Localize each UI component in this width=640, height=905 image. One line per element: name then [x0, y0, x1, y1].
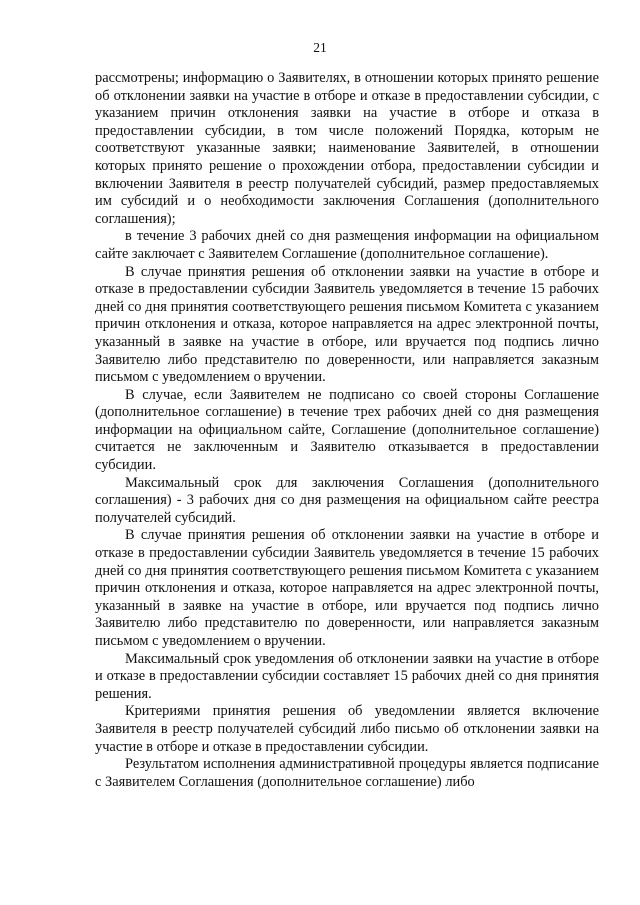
page-number: 21 [313, 40, 327, 55]
paragraph: в течение 3 рабочих дней со дня размещения информации на официальном сайте заключает с Заявителем Соглашение (дополнительное соглашение). [95, 228, 599, 262]
paragraph: Критериями принятия решения об уведомлении является включение Заявителя в реестр получателей субсидий либо письмо об отклонении заявки на участие в отборе и отказе в предоставлении субсидии. [95, 703, 599, 755]
paragraph: Результатом исполнения административной процедуры является подписание с Заявителем Соглашения (дополнительное соглашение) либо [95, 756, 599, 790]
paragraph: Максимальный срок уведомления об отклонении заявки на участие в отборе и отказе в предоставлении субсидии составляет 15 рабочих дней со дня принятия решения. [95, 650, 599, 702]
paragraph: Максимальный срок для заключения Соглашения (дополнительного соглашения) - 3 рабочих дня со дня размещения на официальном сайте реестра получателей субсидий. [95, 474, 599, 526]
paragraph: рассмотрены; информацию о Заявителях, в отношении которых принято решение об отклонении заявки на участие в отборе и отказе в предоставлении субсидии, с указанием причин отклонения заявки на участие в отборе и отказа в предоставлении субсидии, в том числе положений Порядка, которым не соответствуют указанные заявки; наименование Заявителей, в отношении которых принято решение о прохождении отбора, предоставлении субсидии и включении Заявителя в реестр получателей субсидий, размер предоставляемых им субсидий и о необходимости заключения Соглашения (дополнительного соглашения); [95, 70, 599, 227]
paragraph: В случае принятия решения об отклонении заявки на участие в отборе и отказе в предоставлении субсидии Заявитель уведомляется в течение 15 рабочих дней со дня принятия соответствующего решения письмом Комитета с указанием причин отклонения и отказа, которое направляется на адрес электронной почты, указанный в заявке на участие в отборе, или вручается под подпись лично Заявителю либо представителю по доверенности, или направляется заказным письмом с уведомлением о вручении. [95, 527, 599, 649]
document-body [95, 70, 599, 791]
paragraph: В случае принятия решения об отклонении заявки на участие в отборе и отказе в предоставлении субсидии Заявитель уведомляется в течение 15 рабочих дней со дня принятия соответствующего решения письмом Комитета с указанием причин отклонения и отказа, которое направляется на адрес электронной почты, указанный в заявке на участие в отборе, или вручается под подпись лично Заявителю либо представителю по доверенности, или направляется заказным письмом с уведомлением о вручении. [95, 263, 599, 386]
paragraph: В случае, если Заявителем не подписано со своей стороны Соглашение (дополнительное соглашение) в течение трех рабочих дней со дня размещения информации на официальном сайте, Соглашение (дополнительное соглашение) считается не заключенным и Заявителю отказывается в предоставлении субсидии. [95, 386, 599, 474]
